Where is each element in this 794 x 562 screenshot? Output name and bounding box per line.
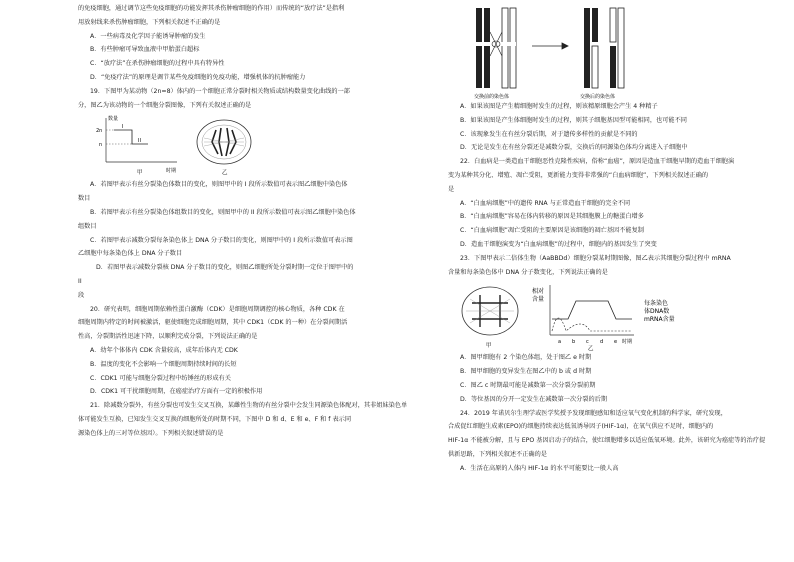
fig19-xlabel: 时期 bbox=[166, 168, 177, 175]
arrow-icon bbox=[532, 43, 568, 49]
q19-option-d: D．若图甲表示减数分裂核 DNA 分子数目的变化，则图乙细胞所处分裂时期一定位于图甲中的 bbox=[96, 264, 354, 272]
q24-option-a: A．生活在高原的人体内 HIF-1α 的水平可能要比一般人高 bbox=[460, 464, 619, 472]
q23-option-b: B．图甲细胞的变异发生在图乙中的 b 或 d 时期 bbox=[460, 368, 592, 376]
fig23-legend-3: mRNA含量 bbox=[644, 316, 675, 324]
q21-stem-line: 21．除减数分裂外，有丝分裂也可发生交叉互换，某雌性生物的有丝分裂中会发生同源染色体配对，其非姐妹染色单 bbox=[90, 402, 408, 410]
q20-option-a: A．幼年个体体内 CDK 含量较高，成年后体内无 CDK bbox=[90, 346, 238, 354]
fig23-dna-line bbox=[552, 301, 632, 319]
fig19-seg1: I bbox=[122, 124, 124, 131]
fig23-xlabel: 时期 bbox=[622, 339, 633, 346]
q22-option-b: B．“白血病细胞”容易在体内转移的原因是其细胞膜上的糖蛋白增多 bbox=[460, 213, 644, 221]
q21-stem-line: 体可能发生互换，已知发生交叉互换的细胞所处的时期不同，下图中 D 和 d、E 和 e、F 和 f 表示同 bbox=[78, 415, 352, 423]
fig23-legend-1: 每条染色 bbox=[644, 300, 669, 308]
q19-option-line: 组数目 bbox=[78, 222, 97, 230]
q19-option-a: A．若图甲表示有丝分裂染色体数目的变化，则图甲中的 I 段所示数值可表示图乙细胞中染色体 bbox=[90, 181, 348, 189]
fig19-y2: n bbox=[99, 142, 103, 149]
q19-option-line: 数目 bbox=[78, 195, 91, 203]
q24-stem-line: 24．2019 年诺贝尔生理学或医学奖授予发现细胞感知和适应氧气变化机制的科学家，研究发现， bbox=[460, 409, 727, 417]
q22-stem-line: 变为某种其分化、增殖、凋亡受阻，更新能力变得非常强的“白血病细胞”，下列相关叙述正确的 bbox=[448, 171, 709, 179]
q23-stem-line: 23．下图甲表示二倍体生物（AaBBDd）细胞分裂某时期图像，图乙表示其细胞分裂过程中 mRNA bbox=[460, 254, 731, 262]
fig21-caption-before: 交换前的染色体 bbox=[474, 94, 510, 100]
q20-stem-line: 性高，分裂期活性迅速下降，以顺利完成分裂，下列说法正确的是 bbox=[78, 333, 258, 341]
q21-figure bbox=[462, 2, 662, 100]
q20-option-b: B．温度的变化不会影响一个细胞周期持续时间的长短 bbox=[90, 360, 237, 368]
q22-stem-line: 是 bbox=[448, 185, 455, 193]
q23-option-c: C．图乙 c 时期最可能是减数第一次分裂分裂前期 bbox=[460, 381, 596, 389]
q20-option-d: D．CDK1 可干扰细胞周期，在癌症治疗方面有一定的积极作用 bbox=[90, 388, 263, 396]
fig23-caption-b: 乙 bbox=[588, 346, 594, 352]
q24-stem-line: 合成促红细胞生成素(EPO)的细胞持续表达低氧诱导因子(HIF-1α)，在氧气供应不足时，细胞内的 bbox=[448, 423, 714, 431]
q24-stem-line: HIF-1α 不能被分解，且与 EPO 基因启动子的结合，使红细胞增多以适应低氧环境。此外，该研究为癌症等的治疗提 bbox=[448, 437, 766, 445]
fig19-curve bbox=[114, 130, 148, 144]
q21-option-b: B．如果该图是产生体细胞时发生的过程，则其子细胞基因型可能相同，也可能不同 bbox=[460, 116, 687, 124]
q19-option-line: II bbox=[78, 277, 82, 285]
q18-option-b: B．有些肿瘤可导致血液中甲胎蛋白超标 bbox=[90, 46, 200, 54]
q18-option-c: C．“放疗法”在杀伤肿瘤细胞的过程中具有特异性 bbox=[90, 60, 225, 68]
q19-option-line: 乙细胞中每条染色体上 DNA 分子数目 bbox=[78, 250, 183, 258]
q23-option-a: A．图甲细胞有 2 个染色体组，处于图乙 e 时期 bbox=[460, 354, 592, 362]
q18-stem-line: 用放射线来杀伤肿瘤细胞，下列相关叙述不正确的是 bbox=[78, 18, 221, 26]
left-column bbox=[78, 2, 433, 441]
fig23-caption-a: 甲 bbox=[486, 343, 492, 350]
fig23-xtick: d bbox=[600, 339, 604, 346]
fig23-mrna-line bbox=[552, 318, 632, 331]
q18-option-d: D．“免疫疗法”的原理是调节某些免疫细胞的免疫功能，增强机体的抗肿瘤能力 bbox=[90, 73, 306, 81]
q19-option-c: C．若图甲表示减数分裂每条染色体上 DNA 分子数目的变化，则图甲中的 I 段所示数值可表示图 bbox=[90, 236, 353, 244]
q23-option-d: D．等位基因的分开一定发生在减数第一次分裂的后期 bbox=[460, 395, 608, 403]
fig19-caption-b: 乙 bbox=[222, 170, 228, 177]
fig23-xtick: e bbox=[614, 339, 618, 346]
q19-option-line: 段 bbox=[78, 291, 85, 299]
q20-stem-line: 20．研究表明，细胞周期依赖性蛋白激酶（CDK）是细胞周期调控的核心物质，各种 CDK 在 bbox=[90, 305, 345, 313]
q23-figure bbox=[458, 279, 698, 351]
q22-stem-line: 22．白血病是一类造血干细胞恶性克隆性疾病，俗称“血癌”，原因是造血干细胞早期的造血干细胞演 bbox=[460, 158, 735, 166]
fig23-xtick: c bbox=[586, 339, 589, 346]
q22-option-a: A．“白血病细胞”中的遗传 RNA 与正常造血干细胞的完全不同 bbox=[460, 199, 631, 207]
q21-option-a: A．如果该图是产生精细胞时发生的过程，则该精原细胞会产生 4 种精子 bbox=[460, 103, 658, 110]
fig21-caption-after: 交换后的染色体 bbox=[580, 94, 616, 100]
fig19-y1: 2n bbox=[96, 128, 103, 135]
chromosomes-before bbox=[476, 8, 516, 88]
q20-stem-line: 细胞周期内特定的时间被激活，驱使细胞完成细胞周期，其中 CDK1（CDK 的一种）在分裂间期活 bbox=[78, 319, 348, 327]
fig19-seg2: II bbox=[138, 138, 141, 145]
q18-stem-line: 的免疫细胞，通过调节这些免疫细胞的功能发挥其杀伤肿瘤细胞的作用）而传统的“放疗法”是指利 bbox=[78, 5, 345, 12]
fig23-xtick: a bbox=[558, 339, 562, 346]
q18-option-a: A．一些病毒及化学因子能诱导肿瘤的发生 bbox=[90, 32, 206, 40]
q22-option-d: D．造血干细胞演变为“白血病细胞”的过程中，细胞内的基因发生了突变 bbox=[460, 240, 657, 248]
fig23-ylabel-2: 含量 bbox=[532, 296, 545, 304]
chromosomes-after bbox=[584, 8, 624, 88]
q22-option-c: C．“白血病细胞”凋亡受阻的主要原因是该细胞的凋亡基因不能复制 bbox=[460, 227, 644, 235]
right-column bbox=[448, 2, 794, 476]
fig23-legend-2: 体DNA数 bbox=[644, 308, 670, 316]
q21-option-d: D．无论是发生在有丝分裂还是减数分裂，交换后的同源染色体均分离进入子细胞中 bbox=[460, 144, 688, 152]
q19-figure bbox=[92, 114, 292, 176]
q24-stem-line: 供新思路，下列相关叙述不正确的是 bbox=[448, 450, 547, 458]
q21-stem-line: 源染色体上的三对等位基因）。下列相关叙述错误的是 bbox=[78, 429, 224, 437]
fig19-caption-a: 甲 bbox=[137, 170, 143, 177]
q19-option-b: B．若图甲表示有丝分裂染色体组数目的变化，则图甲中的 II 段所示数值可表示图乙细胞中染色体 bbox=[90, 208, 356, 216]
fig23-xtick: b bbox=[572, 339, 576, 346]
q20-option-c: C．CDK1 可能与细胞分裂过程中纺锤丝的形成有关 bbox=[90, 374, 231, 382]
fig19-ylabel: 数量 bbox=[108, 116, 119, 123]
q21-option-c: C．该现象发生在有丝分裂后期，对于遗传多样性的贡献是不同的 bbox=[460, 130, 638, 138]
q23-stem-line: 含量和每条染色体中 DNA 分子数变化，下列说法正确的是 bbox=[448, 268, 608, 276]
q19-stem-line: 分，图乙为该动物的一个细胞分裂图像，下列有关叙述正确的是 bbox=[78, 101, 252, 109]
fig23-ylabel-1: 相对 bbox=[532, 288, 545, 296]
q19-stem-line: 19．下图甲为某动物（2n=8）体内的一个细胞正常分裂时相关物质或结构数量变化曲线的一部 bbox=[90, 87, 350, 95]
